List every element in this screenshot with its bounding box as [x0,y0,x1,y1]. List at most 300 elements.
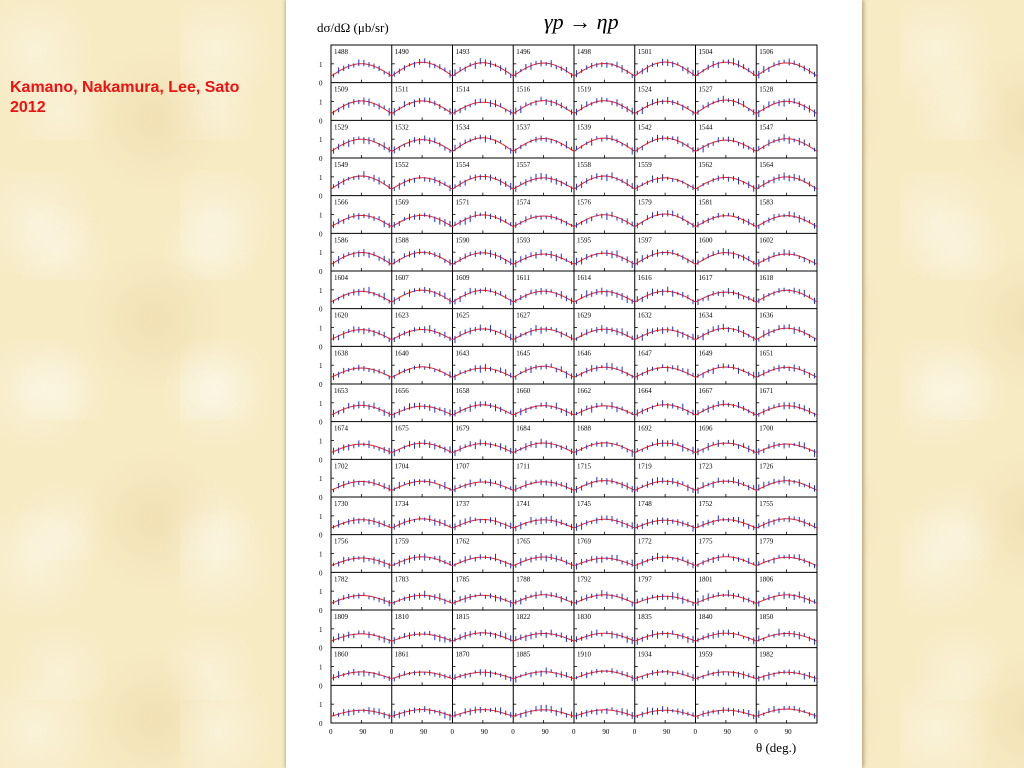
model-curve [696,100,757,114]
model-curve [635,557,696,566]
panel-energy-label: 1734 [394,500,409,508]
panel-energy-label: 1643 [455,349,470,358]
model-curve [756,406,817,415]
panel-energy-label: 1609 [455,274,470,282]
model-curve [756,519,817,528]
model-curve [331,64,392,76]
panel-energy-label: 1752 [698,500,713,508]
y-axis-label: dσ/dΩ (μb/sr) [317,20,389,35]
panel-energy-label: 1702 [334,462,348,471]
model-curve [513,406,574,416]
panel-energy-label: 1627 [516,311,531,320]
model-curve [392,595,453,603]
panel-energy-label: 1741 [516,500,531,508]
model-curve [513,482,574,491]
panel-energy-label: 1636 [759,311,774,320]
panel-energy-label: 1653 [334,387,348,395]
panel-energy-label: 1511 [394,85,409,94]
panel-energy-label: 1756 [334,537,348,546]
model-curve [513,557,574,566]
panel-energy-label: 1576 [577,198,591,207]
model-curve [574,710,635,717]
panel-energy-label: 1656 [394,387,409,395]
model-curve [756,672,817,678]
model-curve [513,672,574,679]
model-curve [392,178,453,189]
panel-energy-label: 1861 [394,650,409,659]
model-curve [635,672,696,679]
y-tick-label: 0 [319,418,323,427]
panel-energy-label: 1528 [759,85,774,94]
panel-energy-label: 1590 [455,236,470,245]
model-curve [392,367,453,378]
model-curve [392,672,453,679]
panel-energy-label: 1810 [394,613,409,621]
panel-energy-label: 1552 [394,161,409,169]
panel-energy-label: 1488 [334,48,348,56]
panel-energy-label: 1519 [577,85,591,94]
model-curve [756,139,817,152]
model-curve [392,140,453,152]
model-curve [574,406,635,415]
panel-energy-label: 1617 [698,274,713,282]
model-curve [513,595,574,604]
model-curve [392,710,453,717]
model-curve [756,101,817,113]
model-curve [574,215,635,227]
model-curve [696,367,757,377]
model-curve [696,177,757,189]
x-axis-label: θ (deg.) [756,740,797,755]
panel-energy-label: 1554 [455,161,470,169]
panel-energy-label: 1782 [334,575,348,584]
y-tick-label: 0 [319,531,323,540]
panel-energy-label: 1593 [516,236,531,245]
model-curve [635,481,696,490]
panel-energy-label: 1524 [637,85,652,94]
panel-energy-label: 1583 [759,198,774,207]
panel-energy-label: 1660 [516,387,531,395]
panel-energy-label: 1549 [334,161,348,169]
model-curve [756,254,817,264]
model-curve [331,368,392,377]
model-curve [331,558,392,566]
model-curve [331,215,392,226]
panel-energy-label: 1704 [394,462,409,471]
model-curve [756,481,817,491]
panel-energy-label: 1504 [698,48,713,56]
model-curve [696,710,757,716]
panel-energy-label: 1850 [759,613,774,621]
panel-energy-label: 1658 [455,387,470,395]
panel-energy-label: 1634 [698,311,713,320]
y-tick-label: 1 [319,512,323,521]
model-curve [756,328,817,340]
model-curve [696,443,757,453]
panel-energy-label: 1539 [577,123,591,132]
model-curve [756,63,817,76]
y-tick-label: 1 [319,98,323,107]
panel-energy-label: 1785 [455,575,470,584]
panel-energy-label: 1490 [394,48,409,56]
model-curve [574,138,635,151]
x-tick-label: 90 [723,728,731,736]
x-tick-label: 0 [389,728,394,736]
panel-energy-label: 1547 [759,123,774,132]
y-tick-label: 1 [319,550,323,559]
model-curve [392,330,453,340]
panel-energy-label: 1769 [577,537,591,546]
panel-energy-label: 1496 [516,48,531,56]
model-curve [453,329,514,340]
model-curve [392,406,453,415]
panel-grid [319,45,817,736]
y-tick-label: 1 [319,136,323,145]
panel-energy-label: 1651 [759,349,774,358]
x-tick-label: 90 [359,728,367,736]
panel-energy-label: 1719 [637,462,652,471]
y-tick-label: 0 [319,192,323,201]
model-curve [756,177,817,189]
model-curve [756,709,817,716]
panel-energy-label: 1700 [759,424,774,433]
model-curve [696,595,757,603]
panel-energy-label: 1595 [577,236,591,245]
model-curve [635,178,696,189]
x-tick-label: 90 [602,728,610,736]
y-tick-label: 1 [319,701,323,710]
model-curve [635,633,696,641]
panel-energy-label: 1623 [394,311,409,320]
model-curve [513,101,574,114]
panel-energy-label: 1662 [577,387,591,395]
panel-energy-label: 1544 [698,123,713,132]
panel-energy-label: 1726 [759,462,774,471]
y-tick-label: 0 [319,230,323,239]
model-curve [574,558,635,566]
panel-energy-label: 1730 [334,500,348,508]
model-curve [453,63,514,76]
y-tick-label: 0 [319,381,323,389]
model-curve [331,101,392,114]
model-curve [331,595,392,603]
model-curve [392,62,453,76]
y-tick-label: 1 [319,286,323,295]
model-curve [392,557,453,566]
panel-energy-label: 1581 [698,198,713,207]
model-curve [635,710,696,716]
panel-energy-label: 1493 [455,48,470,56]
panel-energy-label: 1501 [637,48,652,56]
panel-energy-label: 1516 [516,85,531,94]
caption [10,78,300,118]
model-curve [513,443,574,453]
model-curve [574,64,635,77]
model-curve [453,215,514,227]
model-curve [331,253,392,265]
model-curve [392,481,453,490]
panel-energy-label: 1671 [759,387,774,395]
y-tick-label: 1 [319,399,323,408]
model-curve [574,176,635,189]
panel-energy-label: 1815 [455,613,470,621]
panel-energy-label: 1509 [334,85,348,94]
y-tick-label: 0 [319,644,323,653]
panel-energy-label: 1614 [577,274,591,282]
x-tick-label: 90 [784,728,792,736]
y-tick-label: 0 [319,607,323,615]
model-curve [453,557,514,566]
model-curve [574,443,635,453]
model-curve [635,138,696,151]
model-curve [453,710,514,717]
model-curve [513,178,574,189]
panel-energy-label: 1527 [698,85,713,94]
model-curve [574,519,635,528]
x-tick-label: 90 [480,728,488,736]
model-curve [574,671,635,679]
model-curve [392,252,453,264]
model-curve [513,291,574,302]
panel-energy-label: 1934 [637,650,652,659]
model-curve [696,328,757,339]
panel-energy-label: 1604 [334,274,348,282]
panel-energy-label: 1835 [637,613,652,621]
panel-energy-label: 1597 [637,236,652,245]
model-curve [513,710,574,717]
model-curve [696,404,757,415]
panel-energy-label: 1514 [455,85,470,94]
panel-energy-label: 1632 [637,311,652,320]
panel-energy-label: 1779 [759,537,774,546]
model-curve [574,253,635,264]
model-curve [696,216,757,227]
panel-energy-label: 1910 [577,650,591,659]
panel-energy-label: 1506 [759,48,774,56]
model-curve [756,633,817,641]
x-tick-label: 90 [541,728,549,736]
y-tick-label: 0 [319,569,323,578]
panel-energy-label: 1588 [394,236,409,245]
model-curve [635,252,696,264]
panel-energy-label: 1529 [334,123,348,132]
panel-energy-label: 1737 [455,500,470,508]
y-tick-label: 0 [319,155,323,163]
model-curve [331,520,392,528]
model-curve [696,292,757,302]
panel-energy-label: 1775 [698,537,713,546]
model-curve [453,102,514,114]
model-curve [696,520,757,528]
panel-energy-label: 1772 [637,537,652,546]
model-curve [635,367,696,377]
figure-panel [286,0,862,768]
model-curve [331,330,392,340]
y-tick-label: 1 [319,663,323,672]
model-curve [696,481,757,490]
panel-energy-label: 1679 [455,424,470,433]
x-tick-label: 0 [572,728,576,736]
model-curve [513,254,574,264]
model-curve [513,139,574,152]
panel-energy-label: 1569 [394,198,409,207]
panel-energy-label: 1783 [394,575,409,584]
model-curve [453,368,514,377]
y-tick-label: 0 [319,494,323,502]
panel-energy-label: 1562 [698,161,713,169]
panel-energy-label: 1762 [455,537,470,546]
panel-energy-label: 1688 [577,424,591,433]
x-tick-label: 0 [511,728,515,736]
panel-energy-label: 1607 [394,274,409,282]
panel-energy-label: 1629 [577,311,591,320]
y-tick-label: 0 [319,305,323,314]
y-tick-label: 0 [319,268,323,276]
model-curve [453,672,514,679]
model-curve [331,444,392,453]
model-curve [392,215,453,226]
y-tick-label: 0 [319,720,323,728]
y-tick-label: 1 [319,588,323,597]
panel-energy-label: 1765 [516,537,531,546]
model-curve [574,595,635,604]
panel-energy-label: 1797 [637,575,652,584]
model-curve [392,290,453,302]
x-tick-label: 90 [420,728,428,736]
x-tick-label: 90 [663,728,671,736]
panel-energy-label: 1715 [577,462,591,471]
panel-energy-label: 1586 [334,236,348,245]
panel-energy-label: 1574 [516,198,531,207]
model-curve [756,367,817,377]
model-curve [574,329,635,340]
model-curve [696,633,757,641]
model-curve [513,633,574,641]
model-curve [453,520,514,529]
panel-energy-label: 1602 [759,236,774,245]
y-tick-label: 1 [319,60,323,69]
model-curve [392,634,453,641]
model-curve [331,405,392,415]
panel-energy-label: 1558 [577,161,591,169]
panel-energy-label: 1674 [334,424,348,433]
model-curve [635,101,696,114]
panel-energy-label: 1755 [759,500,774,508]
x-tick-label: 0 [754,728,758,736]
model-curve [453,595,514,603]
panel-energy-label: 1638 [334,349,348,358]
panel-energy-label: 1748 [637,500,652,508]
model-curve [513,329,574,340]
panel-energy-label: 1830 [577,613,591,621]
panel-energy-label: 1959 [698,650,713,659]
panel-energy-label: 1534 [455,123,470,132]
model-curve [331,672,392,679]
model-curve [574,367,635,377]
panel-energy-label: 1801 [698,575,713,584]
model-curve [696,62,757,76]
panel-energy-label: 1566 [334,198,348,207]
panel-energy-label: 1684 [516,424,531,433]
panel-energy-label: 1860 [334,650,348,659]
model-curve [453,176,514,189]
panel-energy-label: 1498 [577,48,591,56]
model-curve [453,405,514,415]
y-tick-label: 1 [319,475,323,484]
model-curve [696,557,757,566]
panel-energy-label: 1745 [577,500,591,508]
model-curve [331,710,392,716]
panel-energy-label: 1692 [637,424,652,433]
panel-energy-label: 1579 [637,198,652,207]
model-curve [392,101,453,114]
panel-energy-label: 1537 [516,123,531,132]
panel-energy-label: 1870 [455,650,470,659]
model-curve [453,290,514,302]
model-curve [696,253,757,265]
x-tick-label: 0 [632,728,637,736]
model-curve [574,481,635,491]
model-curve [635,291,696,302]
y-tick-label: 0 [319,456,323,465]
model-curve [635,520,696,528]
model-curve [513,366,574,377]
model-curve [635,62,696,76]
y-tick-label: 1 [319,437,323,446]
model-curve [392,519,453,528]
y-tick-label: 0 [319,682,323,691]
panel-energy-label: 1822 [516,613,531,621]
panel-energy-label: 1557 [516,161,531,169]
chart-title: γp → ηp [544,9,619,34]
y-tick-label: 1 [319,324,323,333]
model-curve [513,63,574,76]
y-tick-label: 1 [319,173,323,182]
panel-energy-label: 1640 [394,349,409,358]
caption-authors: Kamano, Nakamura, Lee, Sato [10,79,240,96]
panel-energy-label: 1885 [516,650,531,659]
model-curve [635,330,696,340]
model-curve [574,101,635,114]
panel-energy-label: 1618 [759,274,774,282]
model-curve [696,140,757,151]
model-curve [574,633,635,641]
panel-energy-label: 1649 [698,349,713,358]
model-curve [756,595,817,604]
model-curve [453,444,514,453]
y-tick-label: 0 [319,117,323,126]
figure [286,0,862,768]
panel-energy-label: 1809 [334,613,348,621]
panel-energy-label: 1611 [516,274,530,282]
model-curve [513,520,574,528]
panel-energy-label: 1788 [516,575,531,584]
model-curve [392,443,453,452]
model-curve [574,292,635,303]
model-curve [696,672,757,679]
panel-energy-label: 1982 [759,650,774,659]
panel-energy-label: 1664 [637,387,652,395]
panel-energy-label: 1675 [394,424,409,433]
model-curve [331,291,392,302]
panel-energy-label: 1696 [698,424,713,433]
model-curve [453,633,514,641]
panel-energy-label: 1600 [698,236,713,245]
panel-energy-label: 1625 [455,311,470,320]
y-tick-label: 1 [319,362,323,371]
caption-year: 2012 [10,99,46,116]
panel-energy-label: 1806 [759,575,774,584]
